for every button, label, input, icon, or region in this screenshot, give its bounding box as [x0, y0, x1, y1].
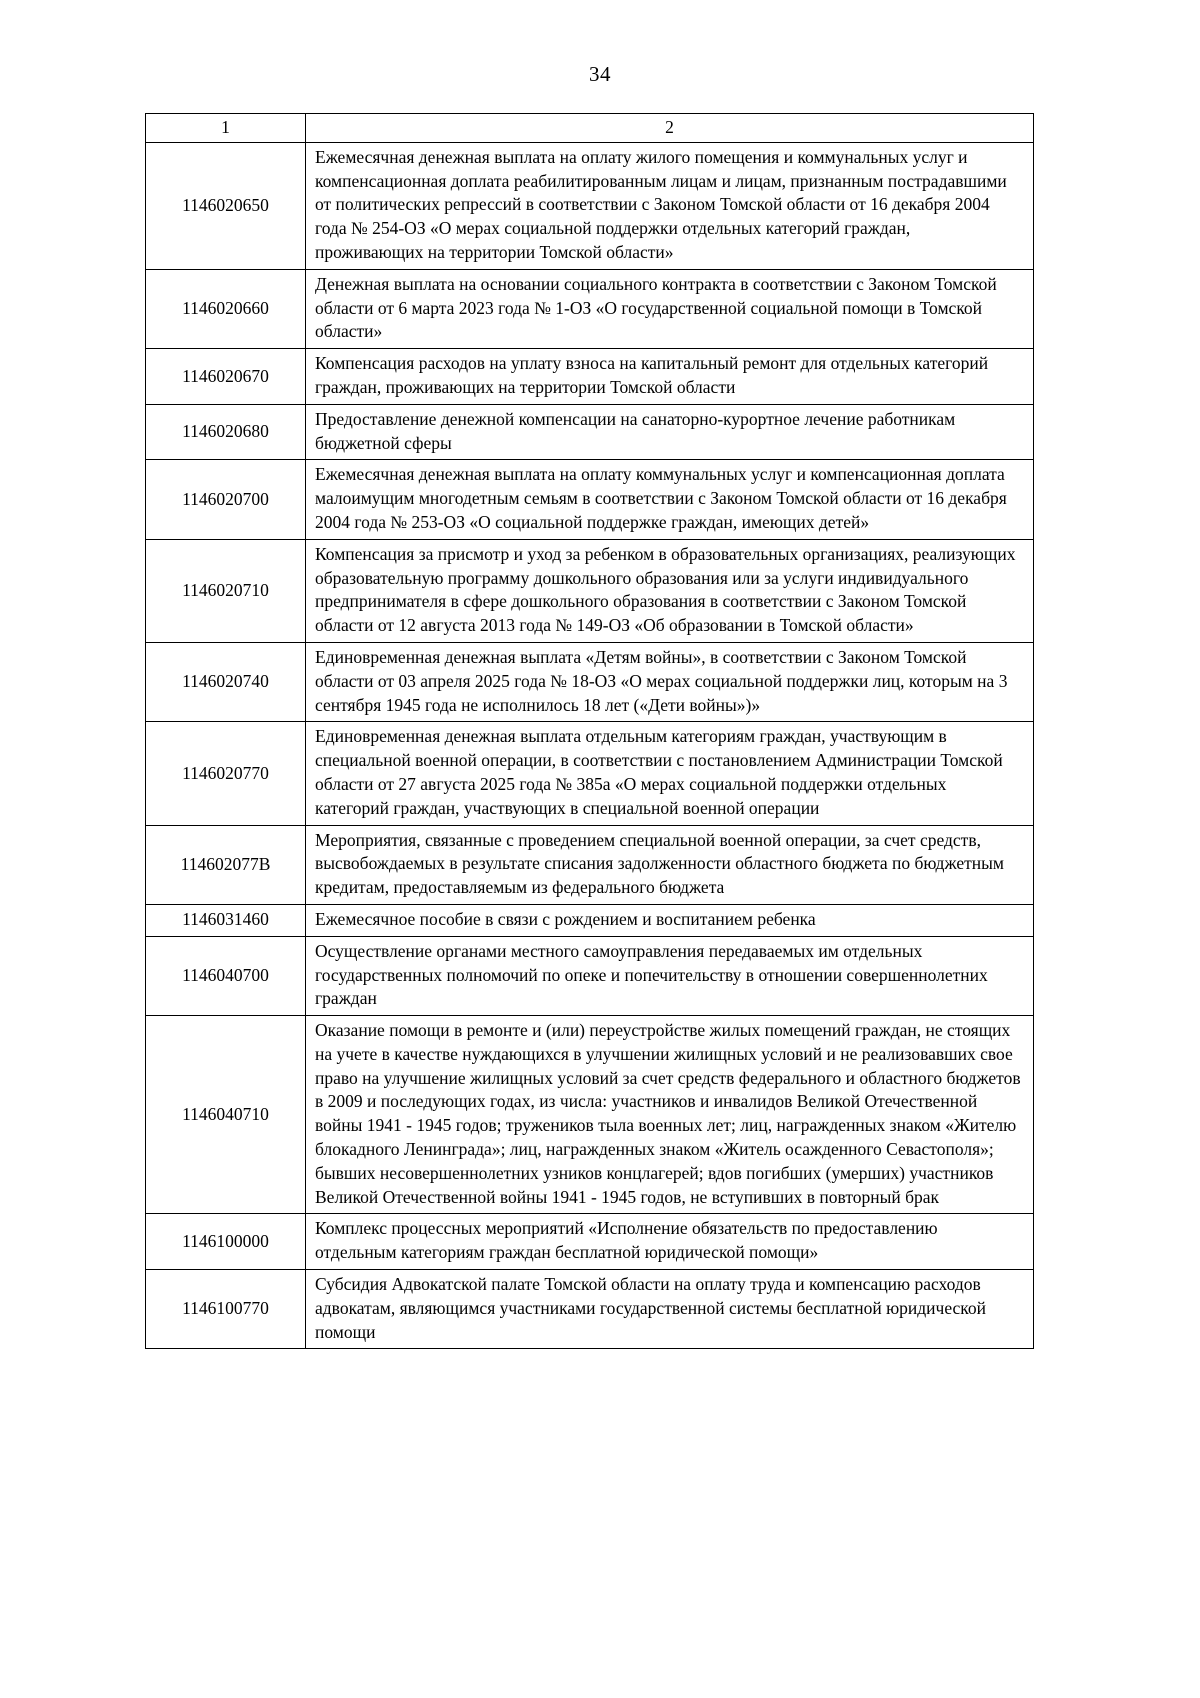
table-row [146, 1214, 1034, 1270]
table-row [146, 349, 1034, 405]
table-row [146, 460, 1034, 539]
table-header [146, 114, 1034, 143]
code-cell: 1146100770 [146, 1270, 306, 1349]
description-cell: Субсидия Адвокатской палате Томской области на оплату труда и компенсацию расходов адвокатам, являющимся участниками государственной системы бесплатной юридической помощи [306, 1270, 1034, 1349]
description-cell: Компенсация за присмотр и уход за ребенком в образовательных организациях, реализующих образовательную программу дошкольного образования или за услуги индивидуального предпринимателя в сфере дошкольного образования в соответствии с Законом Томской области от 12 августа 2013 года № 149-ОЗ «Об образовании в Томской области» [306, 539, 1034, 642]
page-number: 34 [589, 62, 611, 86]
description-cell: Единовременная денежная выплата «Детям войны», в соответствии с Законом Томской области от 03 апреля 2025 года № 18-ОЗ «О мерах социальной поддержки лиц, которым на 3 сентября 1945 года не исполнилось 18 лет («Дети войны»)» [306, 642, 1034, 721]
code-cell: 1146020710 [146, 539, 306, 642]
table-row [146, 142, 1034, 269]
description-cell: Компенсация расходов на уплату взноса на капитальный ремонт для отдельных категорий граждан, проживающих на территории Томской области [306, 349, 1034, 405]
code-cell: 1146020650 [146, 142, 306, 269]
code-cell: 1146020740 [146, 642, 306, 721]
code-cell: 1146020680 [146, 404, 306, 460]
description-cell: Ежемесячная денежная выплата на оплату коммунальных услуг и компенсационная доплата малоимущим многодетным семьям в соответствии с Законом Томской области от 16 декабря 2004 года № 253-ОЗ «О социальной поддержке граждан, имеющих детей» [306, 460, 1034, 539]
description-cell: Мероприятия, связанные с проведением специальной военной операции, за счет средств, высвобождаемых в результате списания задолженности областного бюджета по бюджетным кредитам, предоставляемым из федерального бюджета [306, 825, 1034, 904]
table-row [146, 1016, 1034, 1214]
code-cell: 1146100000 [146, 1214, 306, 1270]
description-cell: Комплекс процессных мероприятий «Исполнение обязательств по предоставлению отдельным категориям граждан бесплатной юридической помощи» [306, 1214, 1034, 1270]
description-cell: Денежная выплата на основании социального контракта в соответствии с Законом Томской области от 6 марта 2023 года № 1-ОЗ «О государственной социальной помощи в Томской области» [306, 269, 1034, 348]
code-cell: 1146020660 [146, 269, 306, 348]
table-row [146, 404, 1034, 460]
table-row [146, 904, 1034, 936]
description-cell: Оказание помощи в ремонте и (или) переустройстве жилых помещений граждан, не стоящих на учете в качестве нуждающихся в улучшении жилищных условий и не реализовавших свое право на улучшение жилищных условий за счет средств федерального и областного бюджетов в 2009 и последующих годах, из числа: участников и инвалидов Великой Отечественной войны 1941 - 1945 годов; тружеников тыла военных лет; лиц, награжденных знаком «Жителю блокадного Ленинграда»; лиц, награжденных знаком «Житель осажденного Севастополя»; бывших несовершеннолетних узников концлагерей; вдов погибших (умерших) участников Великой Отечественной войны 1941 - 1945 годов, не вступивших в повторный брак [306, 1016, 1034, 1214]
table-row [146, 539, 1034, 642]
table-header-row [146, 114, 1034, 143]
description-cell: Предоставление денежной компенсации на санаторно-курортное лечение работникам бюджетной сферы [306, 404, 1034, 460]
description-cell: Осуществление органами местного самоуправления передаваемых им отдельных государственных полномочий по опеке и попечительству в отношении совершеннолетних граждан [306, 936, 1034, 1015]
description-cell: Единовременная денежная выплата отдельным категориям граждан, участвующим в специальной военной операции, в соответствии с постановлением Администрации Томской области от 27 августа 2025 года № 385а «О мерах социальной поддержки отдельных категорий граждан, участвующих в специальной военной операции [306, 722, 1034, 825]
code-cell: 1146020670 [146, 349, 306, 405]
code-cell: 1146020700 [146, 460, 306, 539]
table-row [146, 722, 1034, 825]
code-cell: 114602077В [146, 825, 306, 904]
table-body [146, 142, 1034, 1349]
column-header-code: 1 [146, 114, 306, 143]
description-cell: Ежемесячное пособие в связи с рождением и воспитанием ребенка [306, 904, 1034, 936]
table-row [146, 642, 1034, 721]
description-cell: Ежемесячная денежная выплата на оплату жилого помещения и коммунальных услуг и компенсационная доплата реабилитированным лицам и лицам, признанным пострадавшими от политических репрессий в соответствии с Законом Томской области от 16 декабря 2004 года № 254-ОЗ «О мерах социальной поддержки отдельных категорий граждан, проживающих на территории Томской области» [306, 142, 1034, 269]
budget-codes-table [145, 113, 1034, 1349]
table-row [146, 1270, 1034, 1349]
code-cell: 1146020770 [146, 722, 306, 825]
table-row [146, 269, 1034, 348]
code-cell: 1146040710 [146, 1016, 306, 1214]
column-header-description: 2 [306, 114, 1034, 143]
table-row [146, 936, 1034, 1015]
code-cell: 1146031460 [146, 904, 306, 936]
code-cell: 1146040700 [146, 936, 306, 1015]
table-row [146, 825, 1034, 904]
